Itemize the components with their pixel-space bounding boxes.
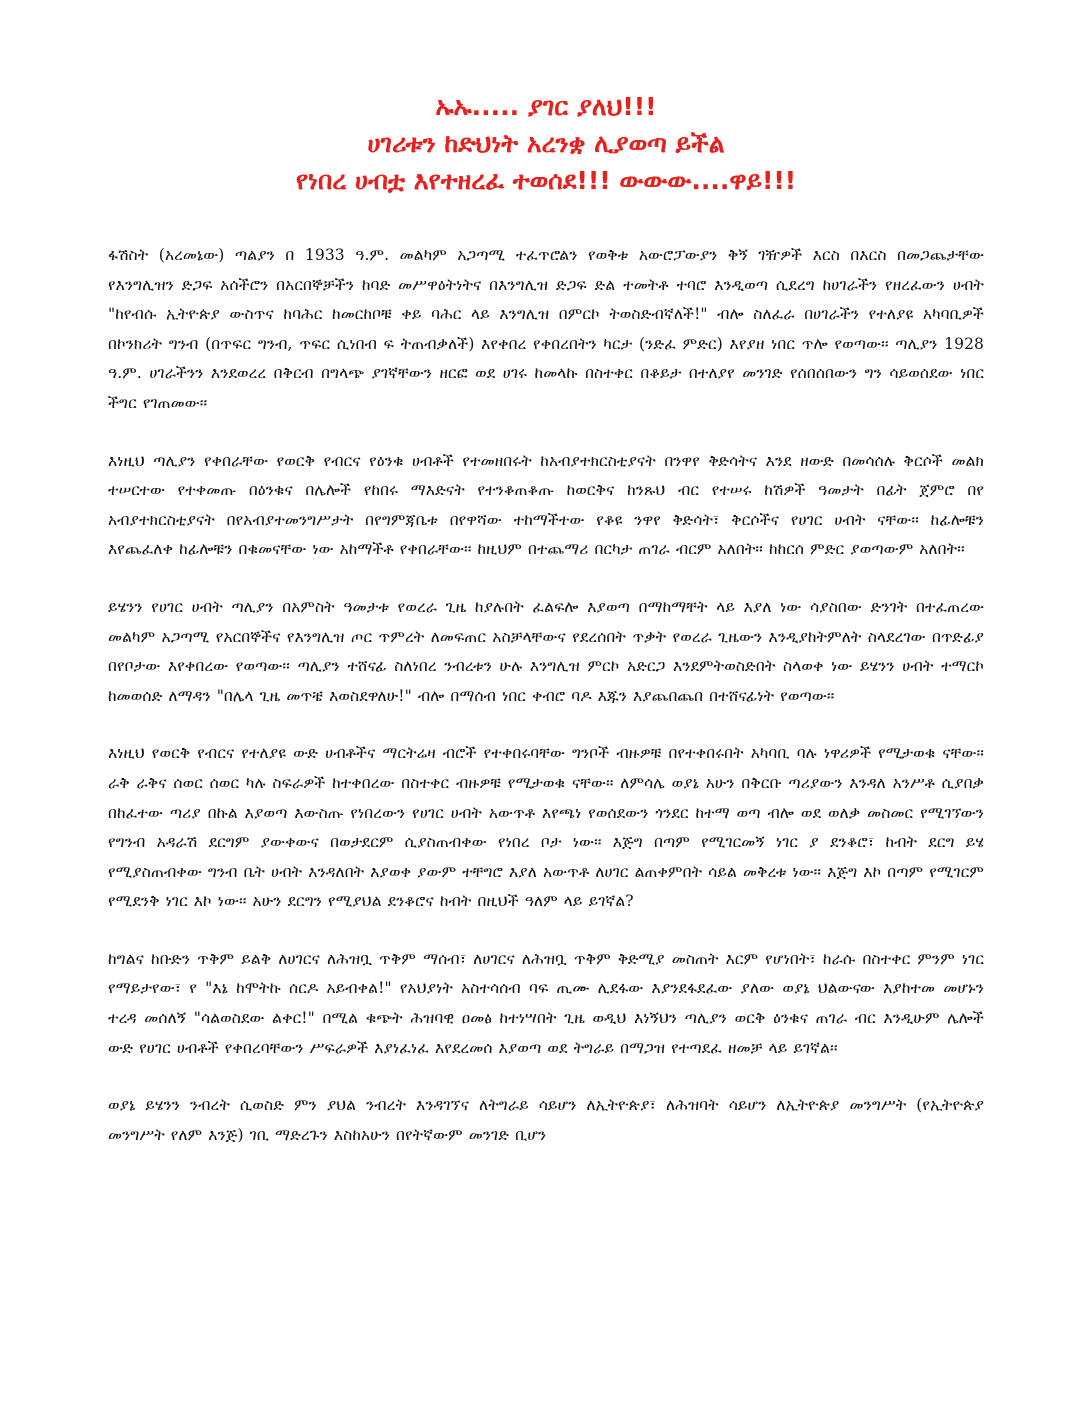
title-line-1: ኡኡ..... ያገር ያለህ!!! [435,92,657,121]
title-line-3: የነበረ ሀብቷ እየተዘረፈ ተወሰደ!!! ውውው....ዋይ!!! [295,166,797,195]
paragraph-2: እነዚህ ጣሊያን የቀበራቸው የወርቅ የብርና የዕንቁ ሀብቶች የተመዘበሩት ከአብያተክርስቲያናት በንዋየ ቅድሳትና እንደ ዘውድ በመሳሰሉ ቅርሶች መልክ ተሠርተው የተቀመጡ በዕንቁና በሌሎች የከበሩ ማእድናት የተንቆጠቆጡ ከወርቅና ከንጹህ ብር የተሠሩ ከሽዎች ዓመታት በፊት ጀምሮ በየ አብያተክርስቲያናት በየአብያተመንግሥታት በየግምጃቤቱ በየዋሻው ተከማችተው የቆዩ ንዋየ ቅድሳት፣ ቅርሶችና የሀገር ሀብት ናቸው፡፡ ከፊሎቹን እየጨፈለቀ ከፊሎቹን በቁመናቸው ነው አከማችቶ የቀበራቸው፡፡ ከዚህም በተጨማሪ በርካታ ጠገራ ብርም አለበት፡፡ ከከርሰ ምድር ያወጣውም አለበት፡፡ [108,451,984,559]
paragraph-6: ወያኔ ይሄንን ንብረት ሲወስድ ምን ያህል ንብረት እንዳገኘና ለትግራይ ሳይሆን ለኢትዮጵያ፣ ለሕዝባት ሳይሆን ለኢትዮጵያ መንግሥት (የኢትዮጵያ መንግሥት የለም እንጅ) ገቢ ማድረጉን እስከአሁን በየትኛውም መንገድ ቢሆን [108,1096,984,1144]
document-title [108,88,984,199]
paragraph-1: ፋሽስት (አረመኔው) ጣልያን በ 1933 ዓ.ም. መልካም አጋጣሚ ተፈጥሮልን የወቅቱ አውሮፓውያን ቅኝ ገዥዎች እርስ በእርስ በመጋጨታቸው የእንግሊዝን ድጋፍ አሰችሮን በአርበኞቻችን ከባድ መሥዋዕትነትና በእንግሊዝ ድጋፍ ድል ተመትቶ ተባሮ እንዲወጣ ሲደረግ ከሀገራችን የዘረፈውን ሀብት "ከየብሱ ኢትዮጵያ ውስጥና ከባሕር ከመርከቦቹ ቀይ ባሕር ላይ እንግሊዝ በምርኮ ትወስድብኛለች!" ብሎ ስለፈራ በሀገራችን የተለያዩ አካባቢዎች በኮንክሪት ግንብ (በጥፍር ግንብ, ጥፍር ሲነበብ ፍ ትጠብቃለች) እየቀበረ የቀበረበትን ካርታ (ንድፈ ምድር) እየያዘ ነበር ጥሎ የወጣው፡፡ ጣሊያን 1928 ዓ.ም. ሀገራችንን እንደወረረ በቅርብ በግላጭ ያገኛቸውን ዘርፎ ወደ ሀገሩ ከመላኩ በስተቀር በቆይታ በተለያየ መንገድ የሰበሰበውን ግን ሳይወሰደው ነበር ችግር የገጠመው፡፡ [108,246,984,412]
paragraph-3: ይሄንን የሀገር ሀብት ጣሊያን በአምስት ዓመታቱ የወረራ ጊዜ ከያሉበት ፈልፍሎ እያወጣ በማከማቸት ላይ እያለ ነው ሳያስበው ድንገት በተፈጠረው መልካም አጋጣሚ የአርበኞችና የእንግሊዝ ጦር ጥምረት ለመፍጠር አስቻላቸውና የደረሰበት ጥቃት የወረራ ጊዜውን እንዲያከትምለት ስላደረገው በጥድፊያ በየቦታው እየቀበረው የወጣው፡፡ ጣሊያን ተሸናፊ ስለነበረ ንብረቱን ሁሉ እንግሊዝ ምርኮ አድርጋ እንደምትወስድበት ስላወቀ ነው ይሄንን ሀብት ተማርኮ ከመወሰድ ለማዳን "በሌላ ጊዜ መጥቼ እወስደዋለሁ!" ብሎ በማሰብ ነበር ቀብሮ ባዶ እጁን እያጨበጨበ በተሸናፊነት የወጣው፡፡ [108,597,984,705]
paragraph-5: ከግልና ከቡድን ጥቅም ይልቅ ለሀገርና ለሕዝቧ ጥቅም ማሰብ፣ ለሀገርና ለሕዝቧ ጥቅም ቅድሚያ መስጠት እርም የሆነበት፣ ከራሱ በስተቀር ምንም ነገር የማይታየው፣ የ "እኔ ከሞትኩ ሰርዶ አይብቀል!" የአህያነት አስተሳሰብ ባፍ ጢሙ ሊደፋው እያንደፋደፈው ያለው ወያኔ ህልውናው እያከተመ መሆኑን ተረዳ መሰለኝ "ሳልወስደው ልቀር!" በሚል ቁጭት ሕዝባዊ ዐመፅ ከተነሣበት ጊዜ ወዲህ እነኝህን ጣሊያን ወርቅ ዕንቁና ጠገራ ብር እንዲሁም ሌሎች ውድ የሀገር ሀብቶች የቀበረባቸውን ሥፍራዎች እያነፈነፈ እየደረመሰ እያወጣ ወደ ትግራይ በማጋዝ የተጣደፈ ዘመቻ ላይ ይገኛል፡፡ [108,949,984,1057]
title-line-2: ሀገሪቱን ከድህነት አረንቋ ሊያወጣ ይችል [367,129,725,158]
paragraph-4: እነዚህ የወርቅ የብርና የተለያዩ ውድ ሀብቶችና ማርትሬዛ ብሮች የተቀበሩባቸው ግንቦች ብዙዎቹ በየተቀበሩበት አካባቢ ባሉ ነዋሪዎች የሚታወቁ ናቸው፡፡ ራቅ ራቅና ሰወር ሰወር ካሉ ስፍራዎች ከተቀበረው በስተቀር ብዙዎቹ የሚታወቁ ናቸው፡፡ ለምሳሌ ወያኔ አሁን በቅርቡ ጣሪያውን እንዳለ አንሥቶ ሲያበቃ በከፈተው ጣሪያ በኩል እያወጣ እውስጡ የነበረውን የሀገር ሀብት አውጥቶ እየጫነ የወሰደውን ጎንደር ከተማ ወጣ ብሎ ወደ ወለቃ መስመር የሚገኘውን የግንብ አዳራሽ ደርግም ያውቀውና በወታደርም ሲያስጠብቀው የነበረ ቦታ ነው፡፡ እጅግ በጣም የሚገርመኝ ነገር ያ ደንቆሮ፣ ከብት ደርግ ይሄ የሚያስጠብቀው ግንብ ቤት ሀብት እንዳለበት እያወቀ ያውም ተቸግሮ እያለ አውጥቶ ለሀገር ልጠቀምበት ሳይል መቅረቱ ነው፡፡ እጅግ እኮ በጣም የሚገርም የሚደንቅ ነገር እኮ ነው፡፡ አሁን ደርግን የሚያህል ደንቆሮና ከብት በዚህች ዓለም ላይ ይገኛል? [108,744,984,911]
